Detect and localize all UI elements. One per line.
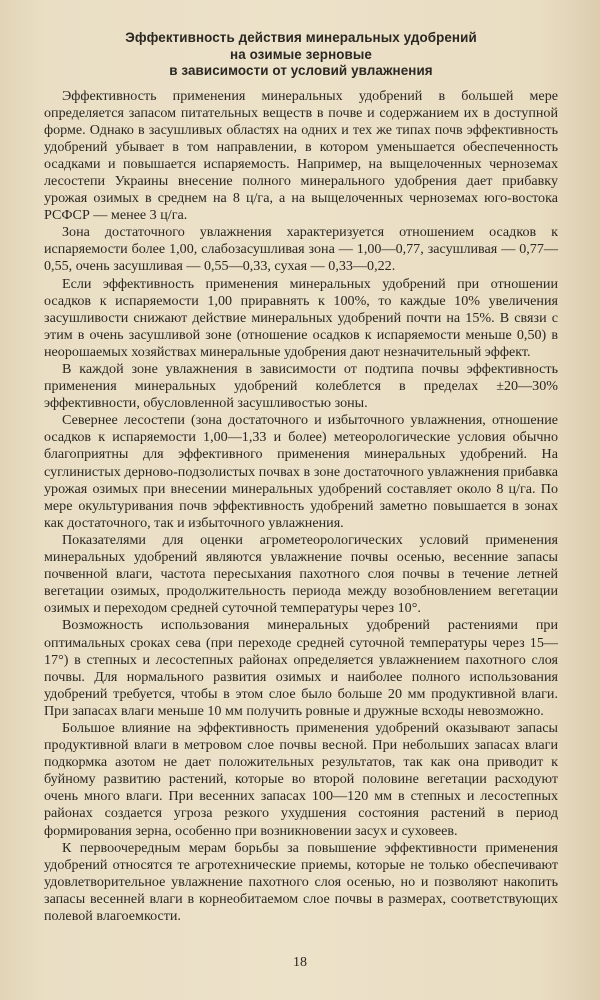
section-heading	[44, 30, 558, 80]
page-number: 18	[293, 955, 307, 970]
paragraph-8: Большое влияние на эффективность применения удобрений оказывают запасы продуктивной влаги в метровом слое почвы весной. При небольших запасах влаги подкормка азотом не дает положительных результатов, так как она приводит к буйному развитию растений, которые во второй половине вегетации расходуют очень много влаги. При весенних запасах 100—120 мм в степных и лесостепных районах создается угроза резкого ухудшения состояния растений в период формирования зерна, особенно при возникновении засух и суховеев.	[44, 719, 558, 839]
paragraph-1: Эффективность применения минеральных удобрений в большей мере определяется запасом питательных веществ в почве и содержанием их в доступной форме. Однако в засушливых областях на одних и тех же типах почв эффективность удобрений убывает в том направлении, в котором уменьшается обеспеченность осадками и повышается испаряемость. Например, на выщелоченных черноземах лесостепи Украины внесение полного минерального удобрения дает прибавку урожая озимых в среднем на 8 ц/га, а на выщелоченных черноземах юго-востока РСФСР — менее 3 ц/га.	[44, 87, 558, 224]
paragraph-6: Показателями для оценки агрометеорологических условий применения минеральных удобрений являются увлажнение почвы осенью, весенние запасы почвенной влаги, частота пересыхания пахотного слоя почвы в течение летней вегетации озимых, продолжительность периода между возобновлением вегетации озимых и переходом средней суточной температуры через 10°.	[44, 531, 558, 617]
heading-line-3: в зависимости от условий увлажнения	[169, 63, 433, 78]
heading-line-2: на озимые зерновые	[230, 46, 372, 62]
paragraph-9: К первоочередным мерам борьбы за повышение эффективности применения удобрений относятся те агротехнические приемы, которые не только обеспечивают удовлетворительное увлажнение пахотного слоя осенью, но и позволяют накопить запасы весенней влаги в корнеобитаемом слое почвы в размерах, соответствующих полевой влагоемкости.	[44, 839, 558, 924]
heading-line-1: Эффективность действия минеральных удобрений	[125, 30, 477, 45]
paragraph-5: Севернее лесостепи (зона достаточного и избыточного увлажнения, отношение осадков к испаряемости 1,00—1,33 и более) метеорологические условия обычно благоприятны для эффективного применения минеральных удобрений. На суглинистых дерново-подзолистых почвах в зоне достаточного увлажнения прибавка урожая озимых при внесении минеральных удобрений составляет около 8 ц/га. По мере окультуривания почв эффективность удобрений заметно повышается в зонах как достаточного, так и избыточного увлажнения.	[44, 412, 558, 531]
paragraph-7: Возможность использования минеральных удобрений растениями при оптимальных сроках сева (при переходе средней суточной температуры через 15—17°) в степных и лесостепных районах определяется увлажнением пахотного слоя почвы. Для нормального развития озимых и наиболее полного использования удобрений требуется, чтобы в этом слое было больше 20 мм продуктивной влаги. При запасах влаги меньше 10 мм получить ровные и дружные всходы невозможно.	[44, 617, 558, 719]
paragraph-4: В каждой зоне увлажнения в зависимости от подтипа почвы эффективность применения минеральных удобрений колеблется в пределах ±20—30% эффективности, обусловленной засушливостью зоны.	[44, 361, 558, 412]
paragraph-3: Если эффективность применения минеральных удобрений при отношении осадков к испаряемости 1,00 приравнять к 100%, то каждые 10% увеличения засушливости снижают действие минеральных удобрений почти на 15%. В связи с этим в очень засушливой зоне (отношение осадков к испаряемости меньше 0,50) в неорошаемых хозяйствах минеральные удобрения дают незначительный эффект.	[44, 275, 558, 360]
page-content	[44, 30, 558, 925]
paragraph-2: Зона достаточного увлажнения характеризуется отношением осадков к испаряемости более 1,00, слабозасушливая зона — 1,00—0,77, засушливая — 0,77—0,55, очень засушливая — 0,55—0,33, сухая — 0,33—0,22.	[44, 224, 558, 275]
